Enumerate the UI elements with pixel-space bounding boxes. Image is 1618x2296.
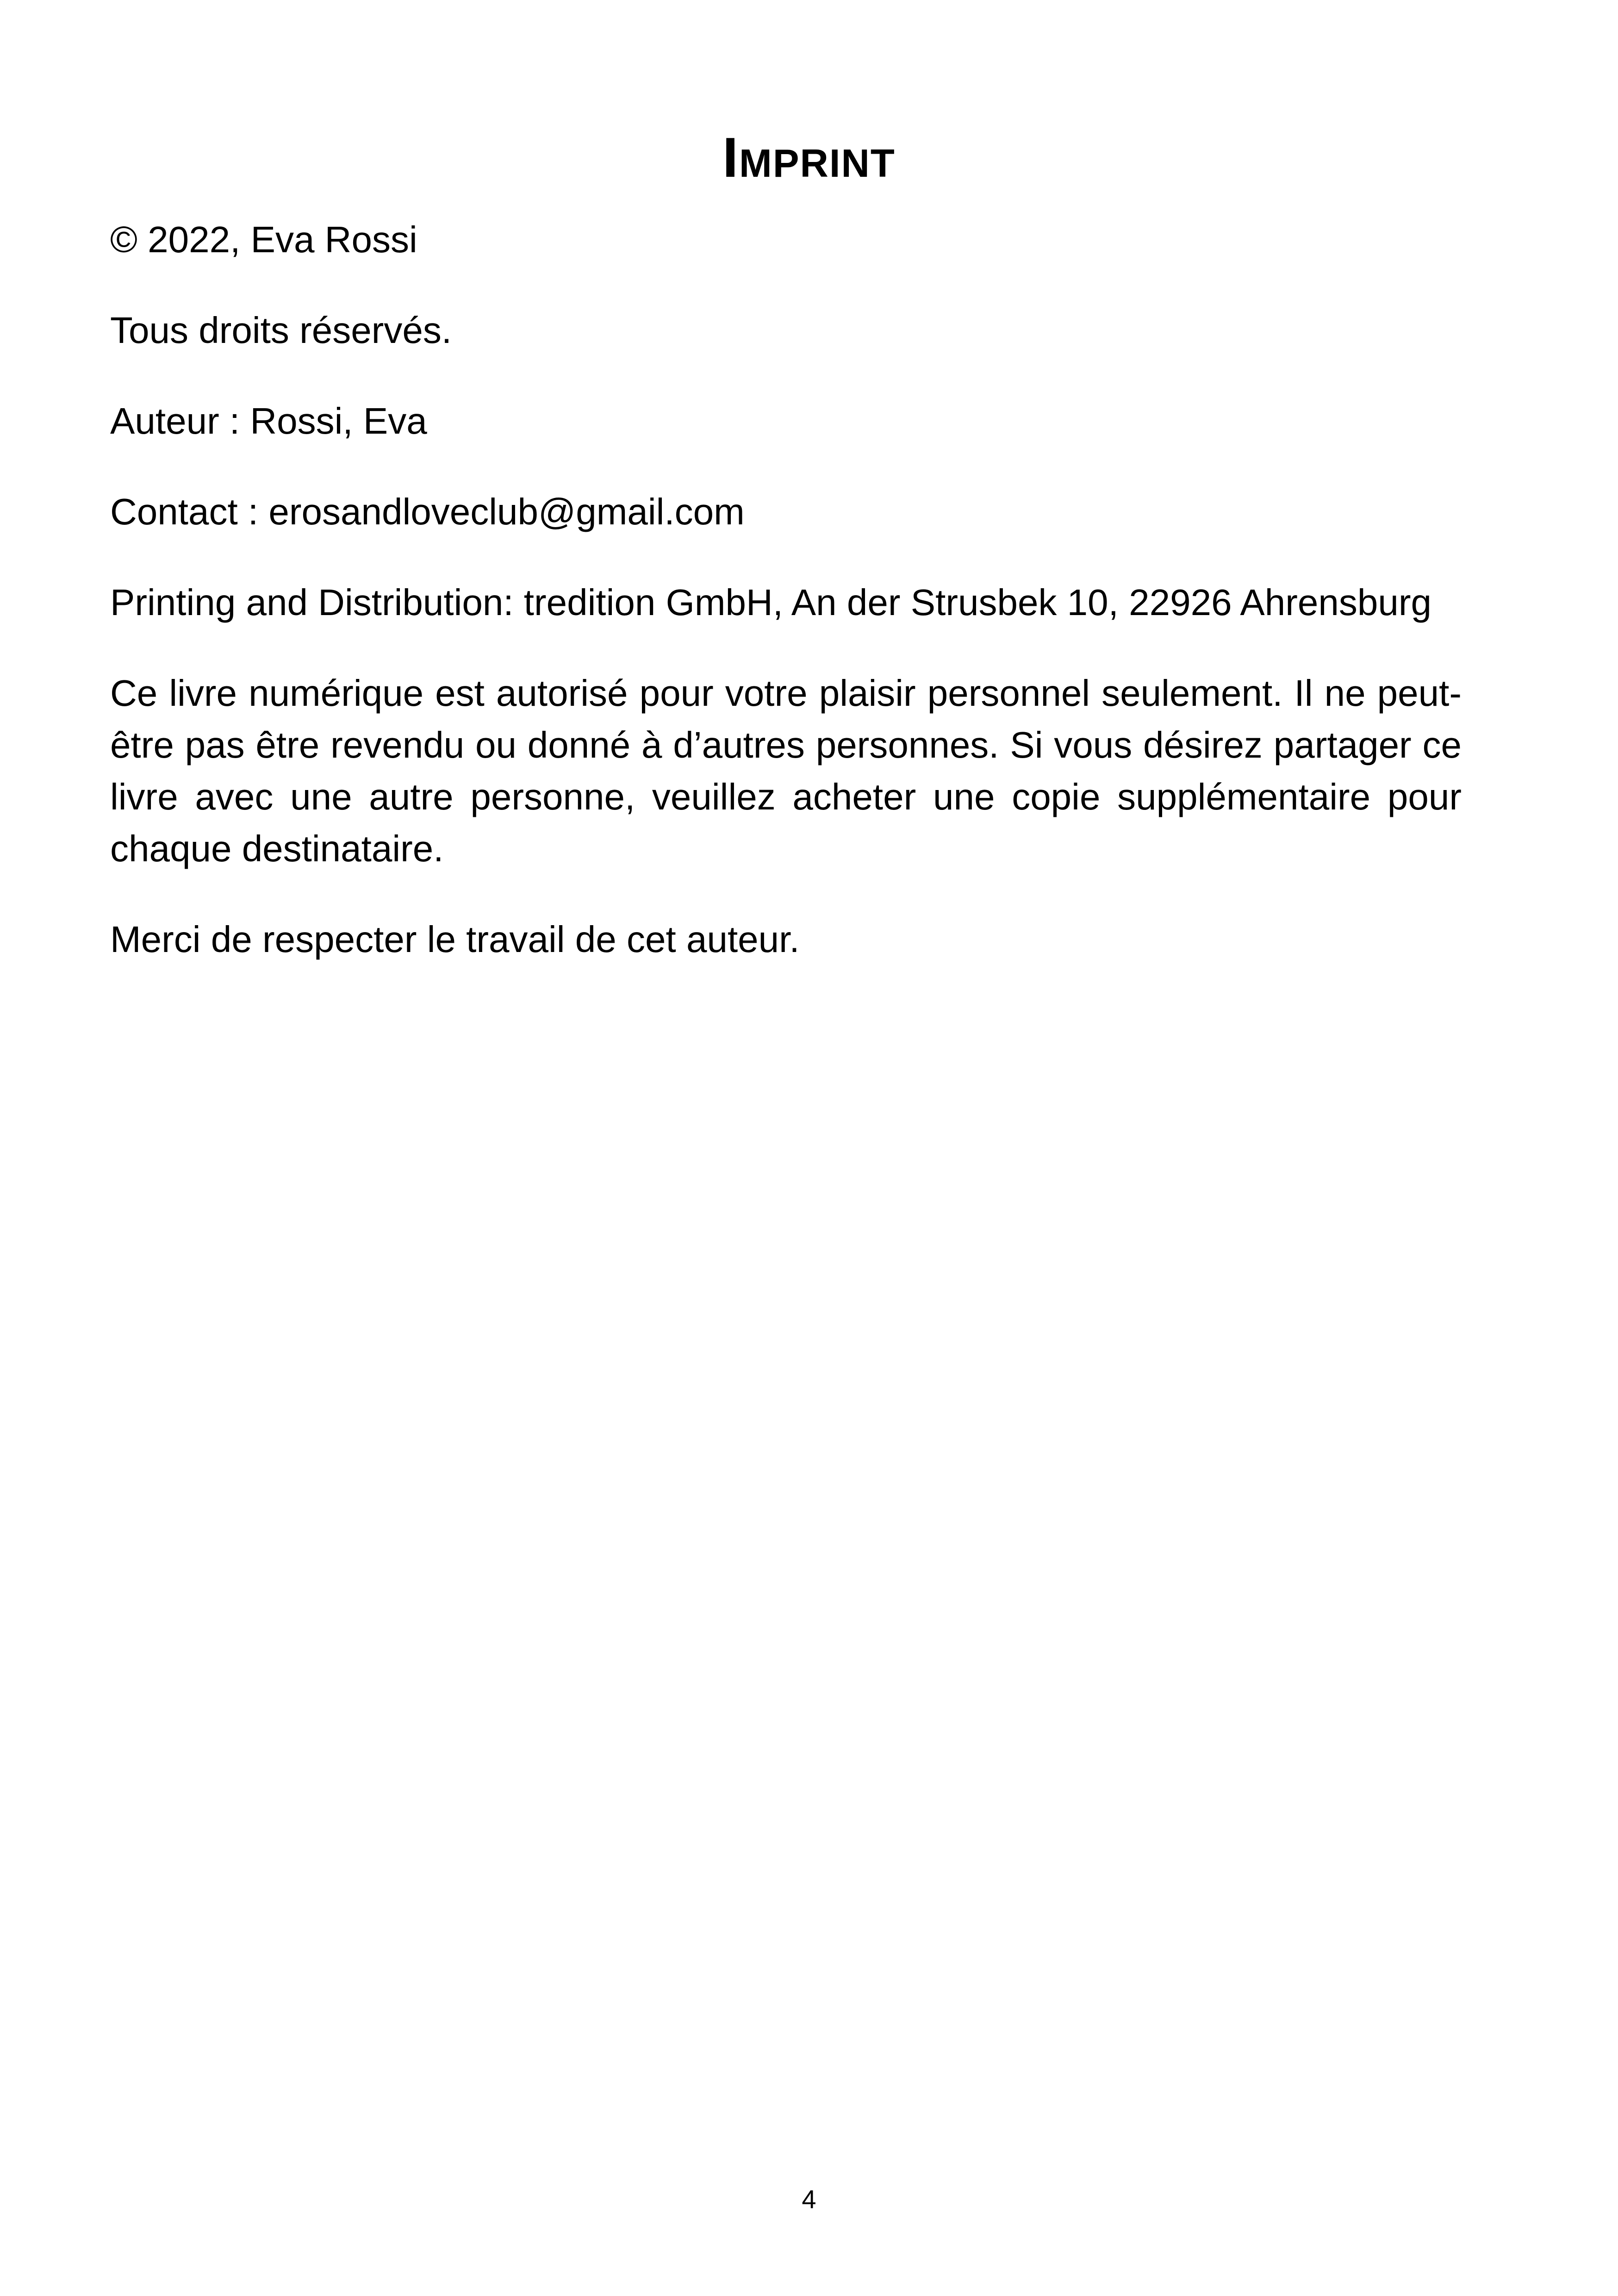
printing-distribution-line: Printing and Distribution: tredition GmbH, An der Strusbek 10, 22926 Ahrensburg xyxy=(110,582,1431,623)
contact-line: Contact : erosandloveclub@gmail.com xyxy=(110,491,745,532)
page-title xyxy=(0,118,1618,197)
author-line: Auteur : Rossi, Eva xyxy=(110,400,427,442)
page-number: 4 xyxy=(802,2184,816,2214)
ebook-license-paragraph: Ce livre numérique est autorisé pour votre plaisir personnel seulement. Il ne peut-être pas être revendu ou donné à d’autres personnes. Si vous désirez partager ce livre avec une autre personne, veuillez acheter une copie supplémentaire pour chaque destinataire. xyxy=(110,672,1462,869)
page-title-text: Imprint xyxy=(722,126,896,189)
respect-author-line: Merci de respecter le travail de cet auteur. xyxy=(110,919,800,960)
imprint-content xyxy=(110,214,1462,1004)
copyright-line: © 2022, Eva Rossi xyxy=(110,219,417,260)
rights-reserved-line: Tous droits réservés. xyxy=(110,310,452,351)
